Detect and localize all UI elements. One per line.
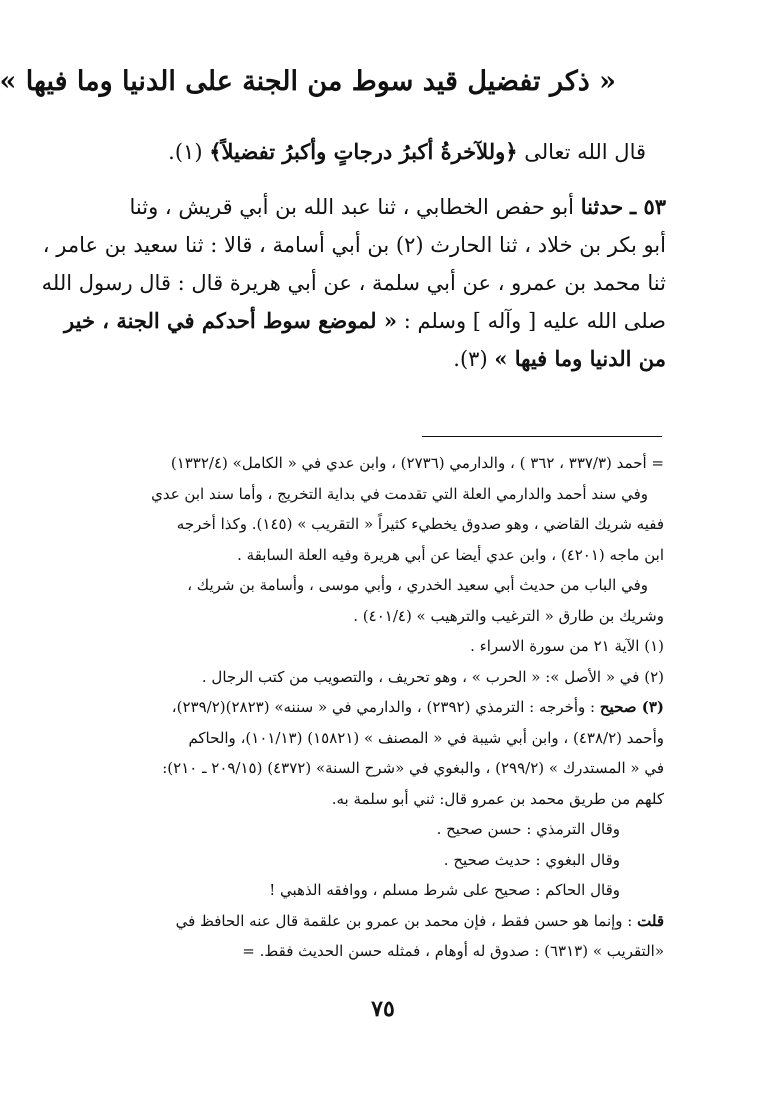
hadith-line-text: ثنا محمد بن عمرو ، عن أبي سلمة ، عن أبي هريرة قال : قال رسول الله: [41, 271, 666, 295]
hadith-line: [42, 226, 666, 264]
hadith-matn-bold: « لموضع سوط أحدكم في الجنة ، خير: [64, 308, 398, 333]
footnote-text: وفي سند أحمد والدارمي العلة التي تقدمت في بداية التخريج ، وأما سند ابن عدي: [151, 484, 648, 503]
hadith-line: [41, 264, 666, 302]
footnote-text: : وإنما هو حسن فقط ، فإن محمد بن عمرو بن علقمة قال عنه الحافظ في: [175, 911, 638, 930]
footnote-line: [122, 814, 664, 845]
footnote-line: [122, 784, 664, 815]
hadith-line-text: أبو حفص الخطابي ، ثنا عبد الله بن أبي قريش ، وثنا: [129, 195, 581, 219]
footnote-3: [122, 692, 664, 723]
footnote-text: (١) الآية ٢١ من سورة الاسراء .: [470, 637, 664, 655]
hadith-line: [125, 188, 666, 226]
footnote-text: وفي الباب من حديث أبي سعيد الخدري ، وأبي موسى ، وأسامة بن شريك ،: [187, 576, 648, 594]
footnote-line: [122, 906, 664, 937]
hadith-line-text: صلى الله عليه [ وآله ] وسلم :: [397, 309, 666, 333]
footnote-separator: [422, 436, 662, 437]
footnote-text: ابن ماجه (٤٢٠١) ، وابن عدي أيضا عن أبي هريرة وفيه العلة السابقة .: [237, 545, 664, 564]
footnote-text: (٢) في « الأصل »: « الحرب » ، وهو تحريف ، والتصويب من كتب الرجال .: [201, 667, 664, 686]
hadith-line-text: أبو بكر بن خلاد ، ثنا الحارث (٢) بن أبي أسامة ، قالا : ثنا سعيد بن عامر ،: [42, 233, 666, 257]
footnote-text: وقال الحاكم : صحيح على شرط مسلم ، ووافقه الذهبي !: [269, 881, 620, 899]
footnote-line: [122, 448, 664, 479]
page-number: ٧٥: [371, 996, 395, 1022]
footnote-2: [122, 662, 664, 693]
footnote-text: وشريك بن طارق « الترغيب والترهيب » (٤٠١/٤) .: [353, 606, 664, 625]
footnote-bold: (٣) صحيح: [599, 698, 664, 716]
footnote-text: وأحمد (٤٣٨/٢) ، وابن أبي شيبة في « المصنف » (١٥٨٢١) (١٠١/١٣)، والحاكم: [188, 728, 664, 747]
footnote-line: [122, 845, 664, 876]
quran-verse-line: [120, 134, 646, 170]
hadith-line: [125, 340, 666, 378]
chapter-title: « ذكر تفضيل قيد سوط من الجنة على الدنيا وما فيها »: [0, 66, 616, 97]
footnote-line: [122, 723, 664, 754]
footnote-text: = أحمد (٣٣٧/٣ ، ٣٦٢ ) ، والدارمي (٢٧٣٦) ، وابن عدي في « الكامل» (١٣٣٢/٤): [170, 454, 664, 472]
footnote-line: [122, 540, 664, 571]
hadith-number: ٥٣ ـ: [629, 194, 666, 219]
verse-intro: قال الله تعالى: [524, 140, 646, 164]
footnote-text: ففيه شريك القاضي ، وهو صدوق يخطيء كثيراً « التقريب » (١٤٥). وكذا أخرجه: [176, 515, 664, 533]
footnote-text: في « المستدرك » (٢٩٩/٢) ، والبغوي في «شرح السنة» (٤٣٧٢) (٢٠٩/١٥ ـ ٢١٠):: [162, 759, 664, 777]
footnote-line: [122, 601, 664, 632]
footnote-text: وقال الترمذي : حسن صحيح .: [436, 820, 620, 838]
hadith-line: [64, 302, 666, 340]
footnote-bold: قلت: [637, 911, 664, 930]
hadith-line-text: (٣).: [453, 347, 495, 371]
footnote-text: كلهم من طريق محمد بن عمرو قال: ثني أبو سلمة به.: [331, 789, 664, 808]
footnote-1: [122, 631, 664, 662]
hadith-53: [41, 188, 666, 378]
footnote-line: [122, 753, 664, 784]
footnote-line: [122, 875, 664, 906]
footnote-text: وقال البغوي : حديث صحيح .: [443, 850, 620, 869]
footnote-line: [122, 570, 664, 601]
verse-footnote-ref: (١).: [168, 140, 203, 164]
quran-text: ﴿وللآخرةُ أكبرُ درجاتٍ وأكبرُ تفضيلاً﴾: [209, 139, 518, 164]
hadith-matn-bold: من الدنيا وما فيها »: [494, 346, 666, 371]
footnote-text: : وأخرجه : الترمذي (٢٣٩٢) ، والدارمي في « سننه» (٢٨٢٣)(٢٣٩/٢)،: [171, 698, 600, 716]
footnote-text: «التقريب » (٦٣١٣) : صدوق له أوهام ، فمثله حسن الحديث فقط. =: [242, 942, 664, 960]
footnotes: [122, 448, 664, 967]
footnote-line: [122, 509, 664, 540]
footnote-line: [122, 936, 664, 967]
hadith-line-bold: حدثنا: [580, 194, 624, 219]
footnote-line: [122, 479, 664, 510]
